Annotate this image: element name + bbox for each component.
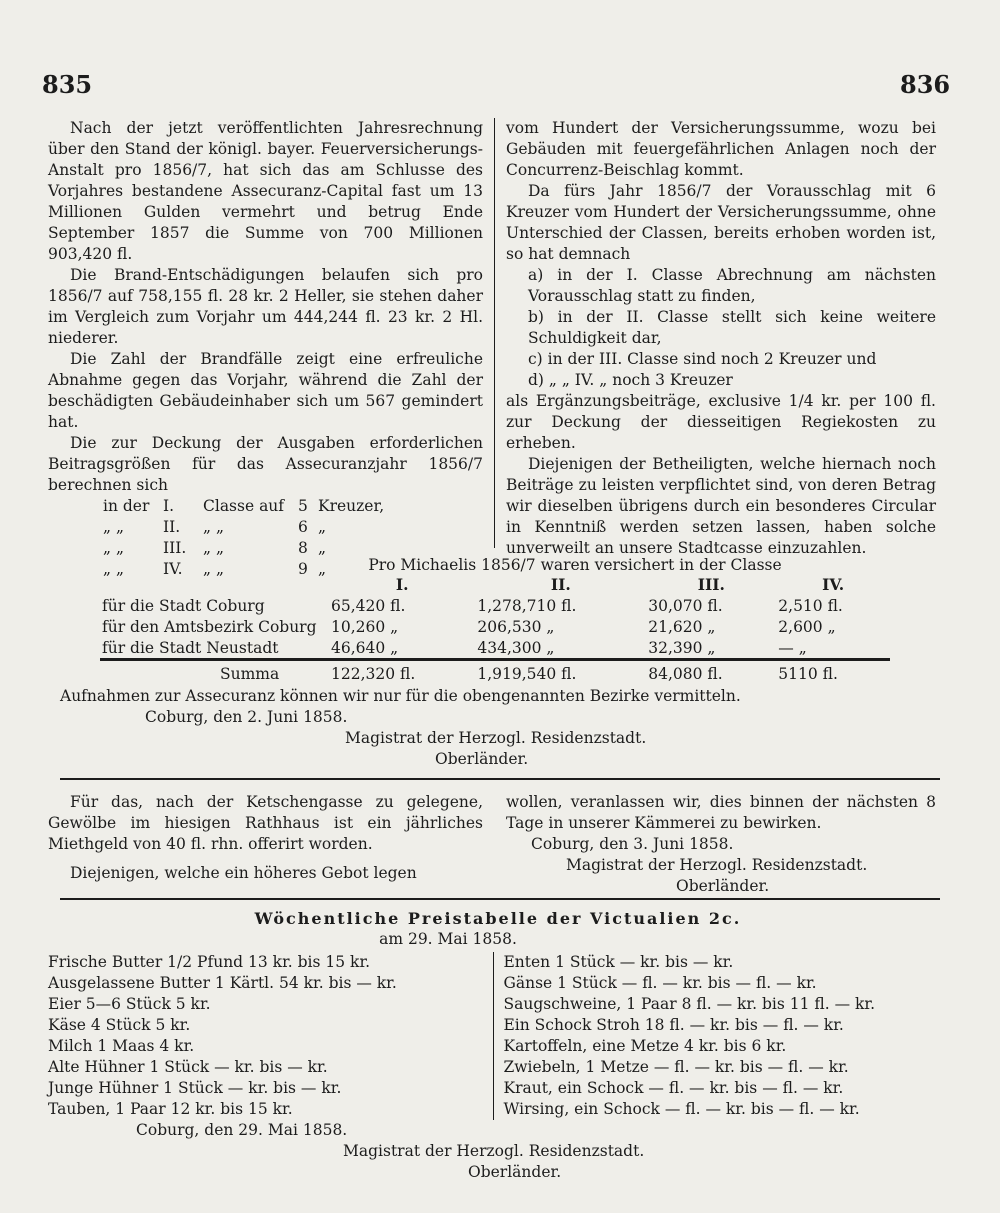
notice-name: Oberländer. [676, 877, 770, 895]
price-column-divider [493, 952, 504, 1120]
notice-date: Coburg, den 3. Juni 1858. [531, 835, 734, 853]
table-row: für die Stadt Neustadt 46,640 „ 434,300 „ 32,390 „ — „ [102, 638, 807, 657]
table-header-row: I. II. III. IV. [395, 575, 845, 594]
paragraph: wollen, veranlassen wir, dies binnen der nächsten 8 Tage in unserer Kämmerei zu bewirken. [506, 793, 936, 832]
paragraph: Die Brand-Entschädigungen belaufen sich pro 1856/7 auf 758,155 fl. 28 kr. 2 Heller, sie stehen daher im Vergleich zum Vorjahr um 444,244 fl. 23 kr. 2 Hl. niederer. [48, 266, 483, 347]
table-sum-row: Summa 122,320 fl. 1,919,540 fl. 84,080 fl. 5110 fl. [100, 660, 890, 685]
class-rate-row: „ „ IV. „ „ 9 „ [103, 560, 327, 578]
list-item: Kartoffeln, eine Metze 4 kr. bis 6 kr. [503, 1037, 787, 1055]
list-item: Gänse 1 Stück — fl. — kr. bis — fl. — kr. [503, 974, 817, 992]
list-item: Frische Butter 1/2 Pfund 13 kr. bis 15 kr. [48, 953, 371, 971]
list-item: Eier 5—6 Stück 5 kr. [48, 995, 211, 1013]
left-column [48, 118, 483, 580]
notice-insurance [60, 686, 940, 770]
notice-date: Coburg, den 2. Juni 1858. [145, 708, 348, 726]
notice-rent-left [48, 792, 483, 884]
list-item: Kraut, ein Schock — fl. — kr. bis — fl. — kr. [503, 1079, 844, 1097]
paragraph: vom Hundert der Versicherungssumme, wozu bei Gebäuden mit feuergefährlichen Anlagen noch der Concurrenz-Beischlag kommt. [506, 119, 936, 179]
price-list-left [48, 952, 493, 1120]
notice-rent-right [506, 792, 936, 897]
page-number-left: 835 [42, 70, 93, 99]
list-item: Milch 1 Maas 4 kr. [48, 1037, 195, 1055]
list-item: c) in der III. Classe sind noch 2 Kreuzer und [528, 350, 877, 368]
price-notice-signature: Magistrat der Herzogl. Residenzstadt. [343, 1142, 645, 1160]
notice-signature: Magistrat der Herzogl. Residenzstadt. [566, 856, 868, 874]
price-date: am 29. Mai 1858. [379, 930, 517, 948]
price-table [48, 908, 948, 1183]
right-column [506, 118, 936, 559]
table-caption: Pro Michaelis 1856/7 waren versichert in der Classe [368, 556, 782, 574]
list-item: Tauben, 1 Paar 12 kr. bis 15 kr. [48, 1100, 293, 1118]
list-item: Wirsing, ein Schock — fl. — kr. bis — fl. — kr. [503, 1100, 860, 1118]
notice-signature: Magistrat der Herzogl. Residenzstadt. [345, 729, 647, 747]
list-item: Käse 4 Stück 5 kr. [48, 1016, 191, 1034]
paragraph: Für das, nach der Ketschengasse zu gelegene, Gewölbe im hiesigen Rathhaus ist ein jährliches Miethgeld von 40 fl. rhn. offerirt worden. [48, 793, 483, 853]
list-item: Ausgelassene Butter 1 Kärtl. 54 kr. bis — kr. [48, 974, 397, 992]
paragraph: Da fürs Jahr 1856/7 der Vorausschlag mit 6 Kreuzer vom Hundert der Versicherungssumme, ohne Unterschied der Classen, bereits erhoben worden ist, so hat demnach [506, 182, 936, 263]
price-title: Wöchentliche Preistabelle der Victualien 2c. [254, 909, 742, 928]
paragraph: Die zur Deckung der Ausgaben erforderlichen Beitragsgrößen für das Assecuranzjahr 1856/7 berechnen sich [48, 434, 483, 494]
list-item: d) „ „ IV. „ noch 3 Kreuzer [528, 371, 733, 389]
section-divider [60, 778, 940, 780]
paragraph: Diejenigen der Betheiligten, welche hiernach noch Beiträge zu leisten verpflichtet sind, von deren Betrag wir dieselben übrigens durch ein besonderes Circular in Kenntniß werden setzen lassen, haben solche unverweilt an unsere Stadtcasse einzuzahlen. [506, 455, 936, 557]
column-divider [494, 118, 495, 548]
paragraph: Nach der jetzt veröffentlichten Jahresrechnung über den Stand der königl. bayer. Feuerversicherungs-Anstalt pro 1856/7, hat sich das am Schlusse des Vorjahres bestandene Assecuranz-Capital fast um 13 Millionen Gulden vermehrt und betrug Ende September 1857 die Summe von 700 Millionen 903,420 fl. [48, 119, 483, 263]
class-rate-row: „ „ III. „ „ 8 „ [103, 539, 327, 557]
list-item: Alte Hühner 1 Stück — kr. bis — kr. [48, 1058, 328, 1076]
page-number-right: 836 [900, 70, 951, 99]
class-rate-row: „ „ II. „ „ 6 „ [103, 518, 327, 536]
list-item: Saugschweine, 1 Paar 8 fl. — kr. bis 11 fl. — kr. [503, 995, 876, 1013]
paragraph: Diejenigen, welche ein höheres Gebot legen [70, 864, 417, 882]
list-item: Ein Schock Stroh 18 fl. — kr. bis — fl. — kr. [503, 1016, 844, 1034]
list-item: Zwiebeln, 1 Metze — fl. — kr. bis — fl. — kr. [503, 1058, 849, 1076]
list-item: b) in der II. Classe stellt sich keine weitere Schuldigkeit dar, [528, 308, 936, 347]
notice-name: Oberländer. [435, 750, 529, 768]
list-item: Junge Hühner 1 Stück — kr. bis — kr. [48, 1079, 342, 1097]
table-row: für den Amtsbezirk Coburg 10,260 „ 206,530 „ 21,620 „ 2,600 „ [102, 617, 836, 636]
list-item: Enten 1 Stück — kr. bis — kr. [503, 953, 734, 971]
insurance-table [100, 556, 890, 684]
class-rate-row: in der I. Classe auf 5 Kreuzer, [103, 497, 385, 515]
price-notice-date: Coburg, den 29. Mai 1858. [136, 1121, 348, 1139]
paragraph: Die Zahl der Brandfälle zeigt eine erfreuliche Abnahme gegen das Vorjahr, während die Zahl der beschädigten Gebäudeinhaber sich um 567 gemindert hat. [48, 350, 483, 431]
table [100, 574, 890, 684]
price-list-right [503, 952, 948, 1120]
list-item: a) in der I. Classe Abrechnung am nächsten Vorausschlag statt zu finden, [528, 266, 936, 305]
table-row: für die Stadt Coburg 65,420 fl. 1,278,710 fl. 30,070 fl. 2,510 fl. [102, 596, 843, 615]
notice-text: Aufnahmen zur Assecuranz können wir nur für die obengenannten Bezirke vermitteln. [60, 687, 741, 705]
section-divider [60, 898, 940, 900]
paragraph: als Ergänzungsbeiträge, exclusive 1/4 kr. per 100 fl. zur Deckung der diesseitigen Regiekosten zu erheben. [506, 392, 936, 452]
price-notice-name: Oberländer. [468, 1163, 562, 1181]
